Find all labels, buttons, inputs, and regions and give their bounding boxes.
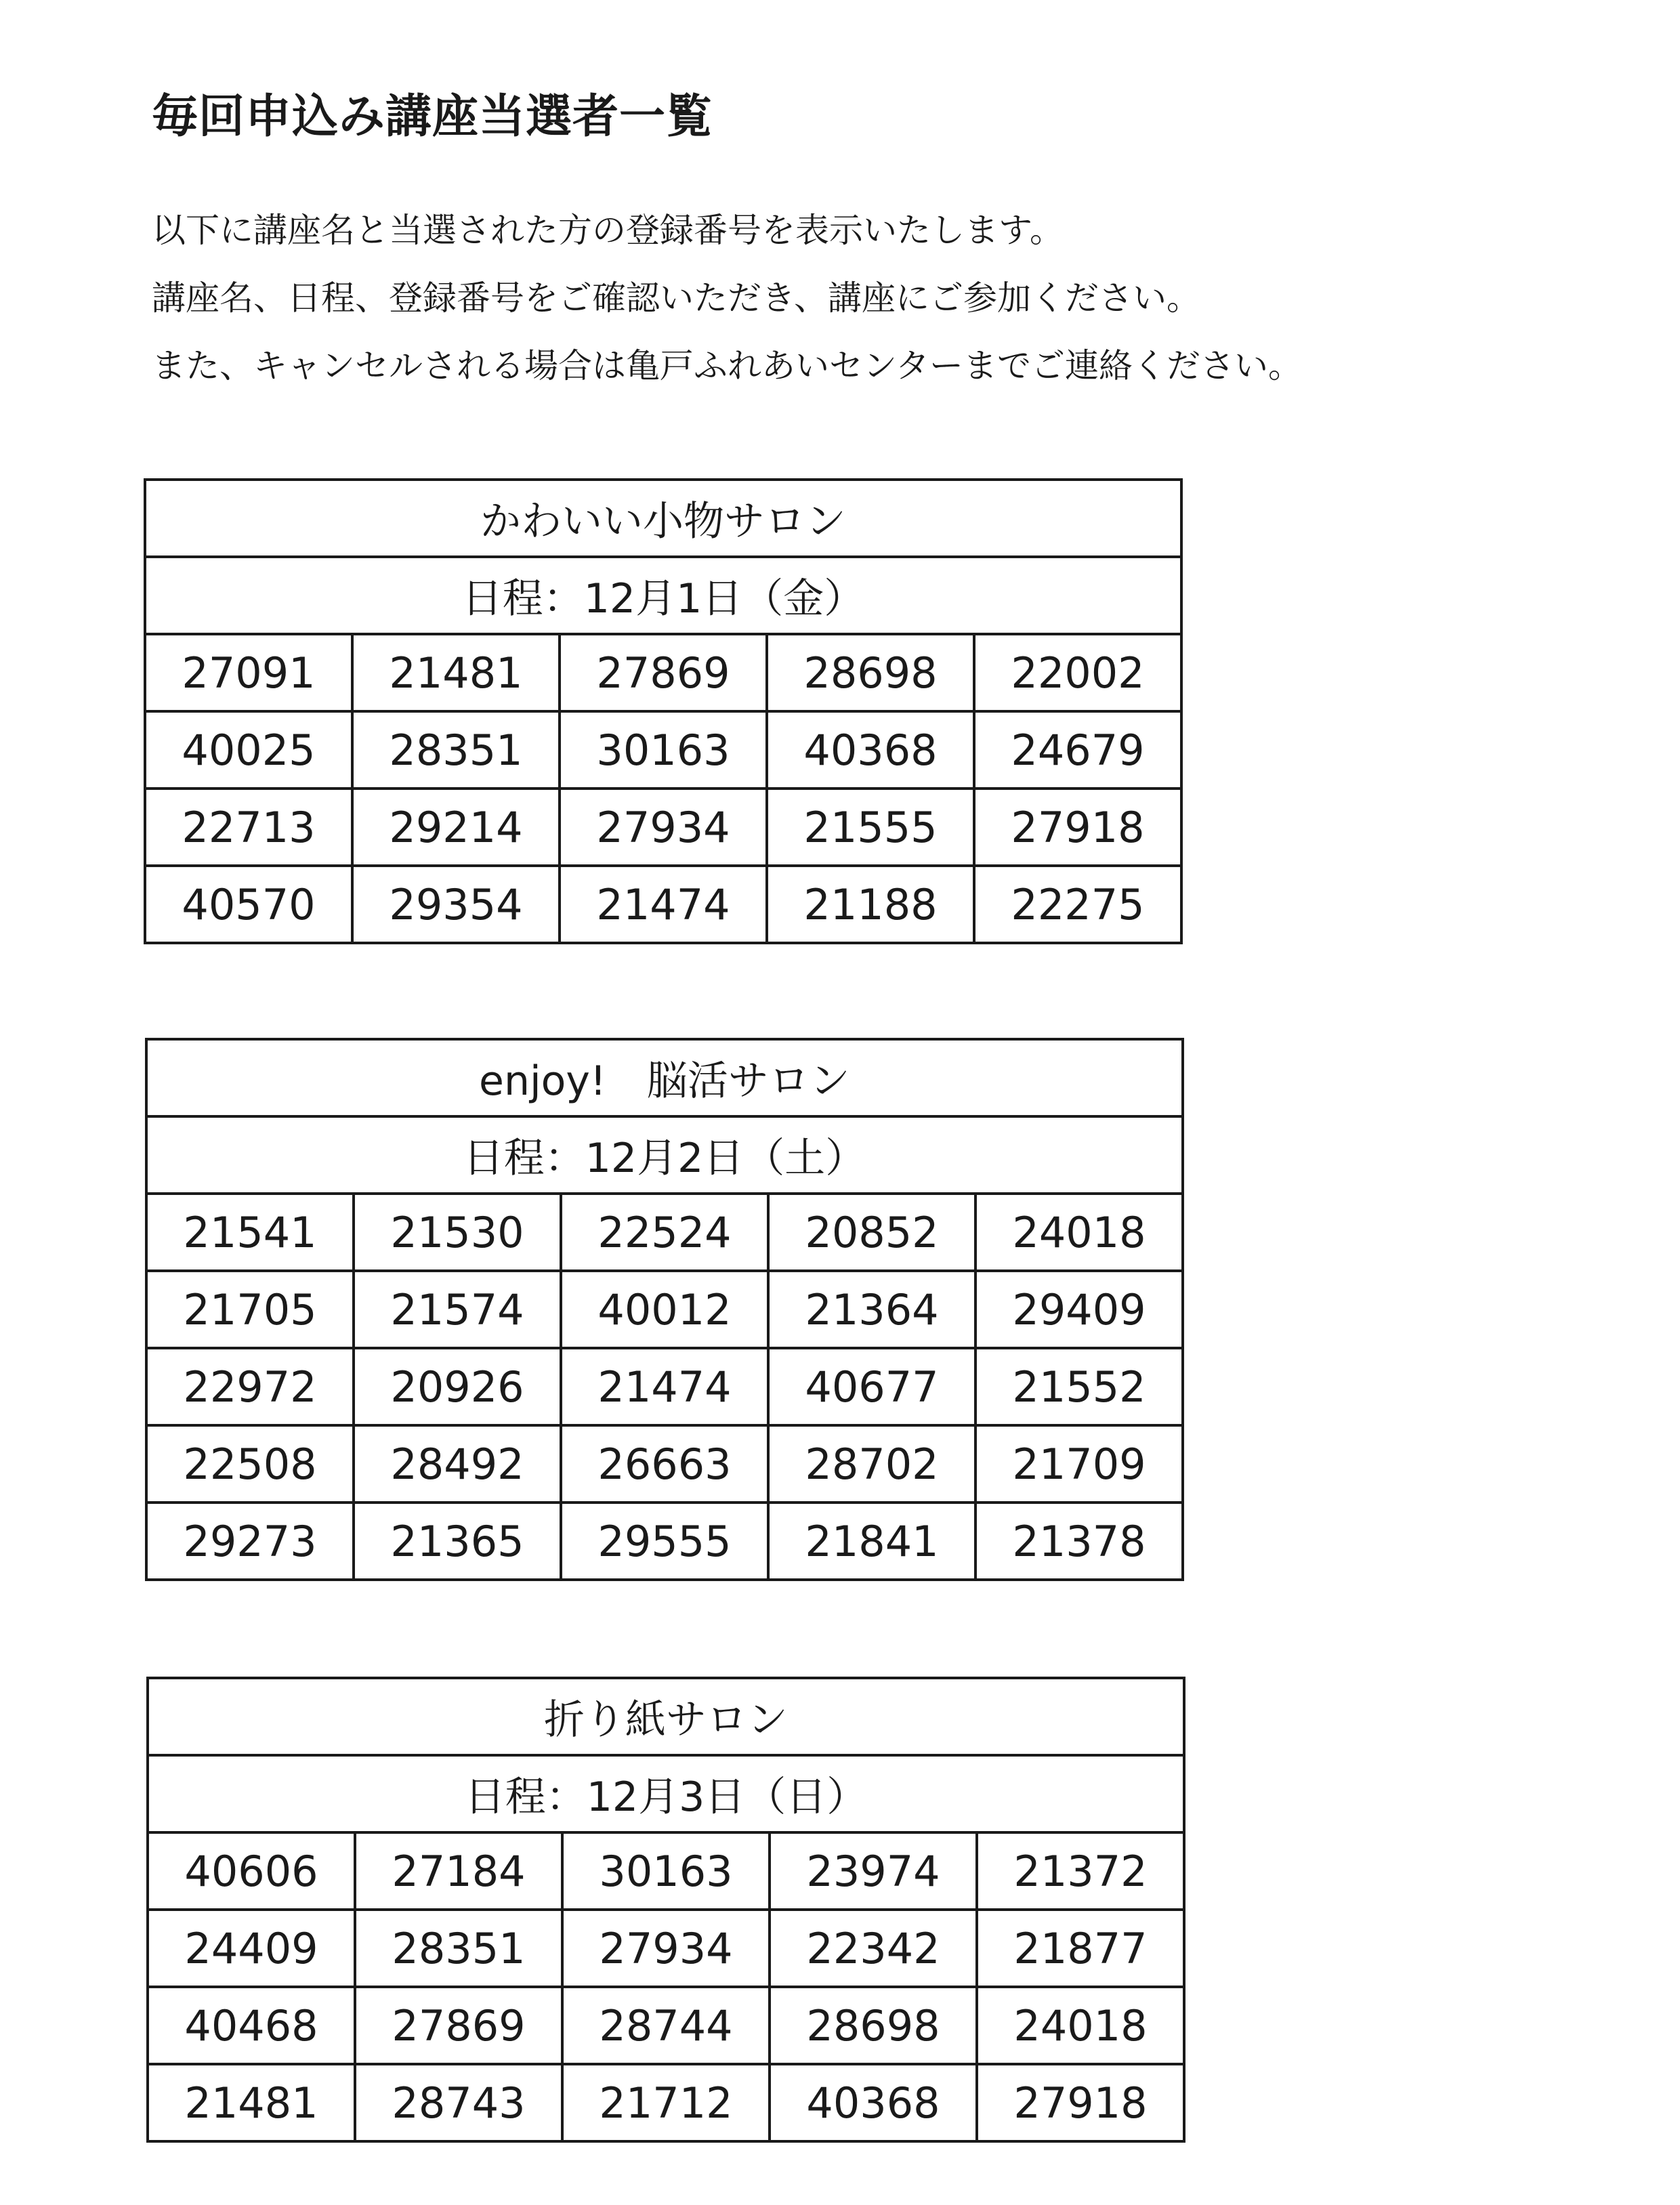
registration-number: 29409 xyxy=(975,1271,1183,1348)
registration-number: 40012 xyxy=(561,1271,768,1348)
registration-number: 40606 xyxy=(148,1832,355,1910)
table-row xyxy=(145,634,1181,711)
course-name-row xyxy=(146,1039,1183,1116)
registration-number: 40570 xyxy=(145,866,352,943)
registration-number: 21364 xyxy=(768,1271,975,1348)
registration-number: 22524 xyxy=(561,1194,768,1271)
registration-number: 28698 xyxy=(770,1987,977,2064)
table-row xyxy=(148,1910,1184,1987)
registration-number: 29273 xyxy=(146,1503,354,1580)
registration-number: 21552 xyxy=(975,1348,1183,1425)
registration-number: 24679 xyxy=(974,711,1181,789)
table-row xyxy=(146,1425,1183,1503)
registration-number: 22972 xyxy=(146,1348,354,1425)
intro-line: また、キャンセルされる場合は亀戸ふれあいセンターまでご連絡ください。 xyxy=(152,346,1302,385)
registration-number: 22508 xyxy=(146,1425,354,1503)
registration-number: 28492 xyxy=(354,1425,561,1503)
registration-number: 27869 xyxy=(355,1987,562,2064)
course-table xyxy=(145,1038,1184,1581)
registration-number: 27934 xyxy=(560,789,767,866)
course-name-row xyxy=(145,480,1181,557)
course-date-row xyxy=(145,557,1181,634)
registration-number: 21541 xyxy=(146,1194,354,1271)
registration-number: 27934 xyxy=(562,1910,770,1987)
registration-number: 21574 xyxy=(354,1271,561,1348)
course-name: かわいい小物サロン xyxy=(145,480,1181,557)
registration-number: 40677 xyxy=(768,1348,975,1425)
table-row xyxy=(148,2064,1184,2141)
registration-number: 27091 xyxy=(145,634,352,711)
intro-line: 講座名、日程、登録番号をご確認いただき、講座にご参加ください。 xyxy=(152,278,1200,318)
intro-text xyxy=(152,196,1574,400)
intro-line: 以下に講座名と当選された方の登録番号を表示いたします。 xyxy=(152,211,1064,250)
registration-number: 40025 xyxy=(145,711,352,789)
registration-number: 27918 xyxy=(977,2064,1184,2141)
table-row xyxy=(145,789,1181,866)
registration-number: 28743 xyxy=(355,2064,562,2141)
registration-number: 24409 xyxy=(148,1910,355,1987)
registration-number: 21705 xyxy=(146,1271,354,1348)
registration-number: 24018 xyxy=(975,1194,1183,1271)
registration-number: 27918 xyxy=(974,789,1181,866)
registration-number: 29354 xyxy=(352,866,560,943)
registration-number: 22275 xyxy=(974,866,1181,943)
course-name: 折り紙サロン xyxy=(148,1678,1184,1755)
registration-number: 26663 xyxy=(561,1425,768,1503)
registration-number: 22002 xyxy=(974,634,1181,711)
course-table xyxy=(144,478,1183,944)
course-name: enjoy! 脳活サロン xyxy=(146,1039,1183,1116)
registration-number: 20852 xyxy=(768,1194,975,1271)
registration-number: 40368 xyxy=(767,711,974,789)
registration-number: 28351 xyxy=(355,1910,562,1987)
table-row xyxy=(148,1987,1184,2064)
registration-number: 21555 xyxy=(767,789,974,866)
registration-number: 23974 xyxy=(770,1832,977,1910)
page-title: 毎回申込み講座当選者一覧 xyxy=(152,90,713,144)
course-date: 日程：12月2日（土） xyxy=(146,1116,1183,1194)
registration-number: 27869 xyxy=(560,634,767,711)
registration-number: 24018 xyxy=(977,1987,1184,2064)
registration-number: 30163 xyxy=(560,711,767,789)
course-date: 日程：12月1日（金） xyxy=(145,557,1181,634)
table-row xyxy=(146,1194,1183,1271)
registration-number: 29214 xyxy=(352,789,560,866)
registration-number: 40368 xyxy=(770,2064,977,2141)
registration-number: 21188 xyxy=(767,866,974,943)
course-date: 日程：12月3日（日） xyxy=(148,1755,1184,1832)
table-row xyxy=(146,1271,1183,1348)
registration-number: 21841 xyxy=(768,1503,975,1580)
course-date-row xyxy=(146,1116,1183,1194)
registration-number: 21712 xyxy=(562,2064,770,2141)
registration-number: 28744 xyxy=(562,1987,770,2064)
table-row xyxy=(146,1348,1183,1425)
course-name-row xyxy=(148,1678,1184,1755)
registration-number: 21474 xyxy=(560,866,767,943)
registration-number: 28698 xyxy=(767,634,974,711)
registration-number: 27184 xyxy=(355,1832,562,1910)
registration-number: 21474 xyxy=(561,1348,768,1425)
registration-number: 40468 xyxy=(148,1987,355,2064)
registration-number: 21530 xyxy=(354,1194,561,1271)
registration-number: 22342 xyxy=(770,1910,977,1987)
table-row xyxy=(145,866,1181,943)
registration-number: 21709 xyxy=(975,1425,1183,1503)
course-table xyxy=(146,1677,1185,2143)
registration-number: 28351 xyxy=(352,711,560,789)
registration-number: 21877 xyxy=(977,1910,1184,1987)
registration-number: 29555 xyxy=(561,1503,768,1580)
registration-number: 21378 xyxy=(975,1503,1183,1580)
table-row xyxy=(145,711,1181,789)
registration-number: 20926 xyxy=(354,1348,561,1425)
registration-number: 28702 xyxy=(768,1425,975,1503)
course-date-row xyxy=(148,1755,1184,1832)
registration-number: 30163 xyxy=(562,1832,770,1910)
registration-number: 21372 xyxy=(977,1832,1184,1910)
registration-number: 21365 xyxy=(354,1503,561,1580)
registration-number: 21481 xyxy=(352,634,560,711)
registration-number: 22713 xyxy=(145,789,352,866)
table-row xyxy=(146,1503,1183,1580)
table-row xyxy=(148,1832,1184,1910)
registration-number: 21481 xyxy=(148,2064,355,2141)
